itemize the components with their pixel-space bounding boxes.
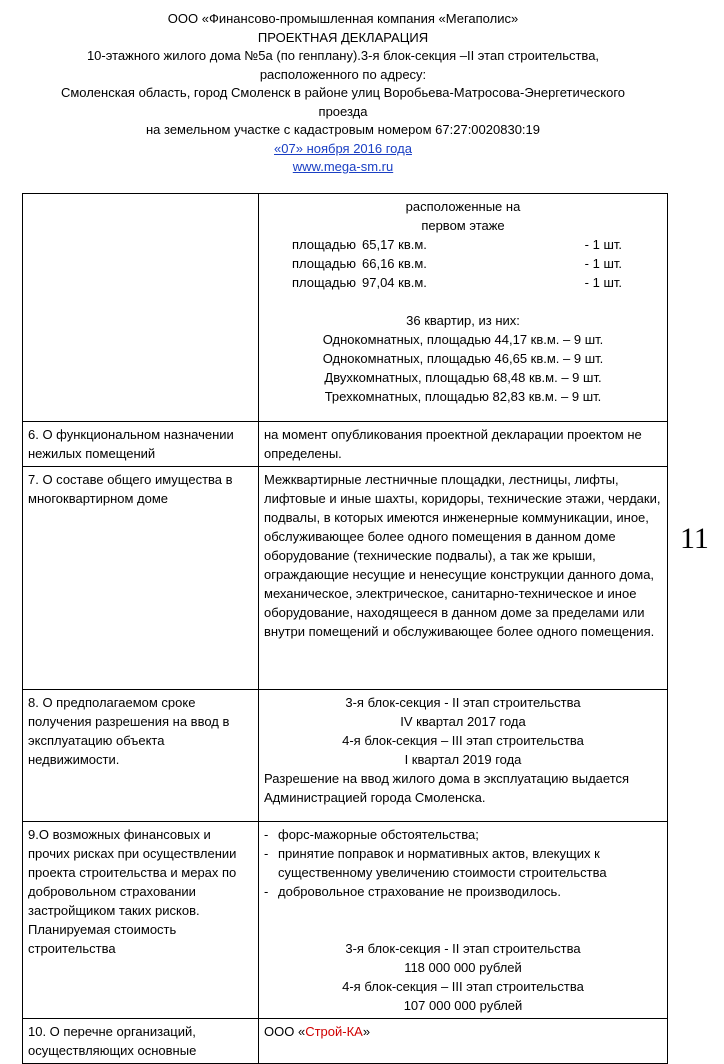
document-title: ПРОЕКТНАЯ ДЕКЛАРАЦИЯ [257, 29, 429, 45]
row10-value [259, 1019, 668, 1064]
row7-label: 7. О составе общего имущества в многоквартирном доме [23, 467, 259, 690]
label-cell-empty [23, 194, 259, 422]
premises-area: 66,16 кв.м. [362, 256, 427, 271]
premises-area: 65,17 кв.м. [362, 237, 427, 252]
premises-count: - 1 шт. [584, 256, 622, 271]
risk-item: - добровольное страхование не производилось. [264, 884, 561, 899]
stage3-date: I квартал 2019 года [404, 752, 522, 767]
row6-value: на момент опубликования проектной декларации проектом не определены. [259, 422, 668, 467]
value-cell-premises [259, 194, 668, 422]
date-link[interactable]: «07» ноября 2016 года [274, 140, 412, 156]
stage3-title: 4-я блок-секция – III этап строительства [342, 733, 584, 748]
declaration-table [22, 193, 668, 1064]
apartment-item: Трехкомнатных, площадью 82,83 кв.м. – 9 шт. [324, 389, 602, 404]
risk-text: форс-мажорные обстоятельства; [278, 827, 479, 842]
address-line-2: проезда [318, 103, 368, 119]
table-row-8 [23, 690, 668, 822]
apartment-item: Двухкомнатных, площадью 68,48 кв.м. – 9 шт. [324, 370, 602, 385]
row6-label: 6. О функциональном назначении нежилых помещений [23, 422, 259, 467]
cost-stage3-value: 107 000 000 рублей [403, 998, 523, 1013]
risk-text: добровольное страхование не производилось. [278, 884, 561, 899]
cost-stage2-value: 118 000 000 рублей [404, 960, 522, 975]
stage2-title: 3-я блок-секция - II этап строительства [345, 695, 581, 710]
table-row-6 [23, 422, 668, 467]
row7-value: Межквартирные лестничные площадки, лестницы, лифты, лифтовые и иные шахты, коридоры, технические этажи, чердаки, подвалы, в которых имеются инженерные коммуникации, иное, обслуживающее более одного помещения в данном доме оборудование (технические подвалы), а так же крыши, ограждающие несущие и ненесущие конструкции данного дома, механическое, электрическое, санитарно-техническое и иное оборудование, находящееся в данном доме за пределами или внутри помещений и обслуживающее более одного помещения. [259, 467, 668, 690]
document-header [0, 10, 686, 177]
cost-stage2-title: 3-я блок-секция - II этап строительства [345, 941, 581, 956]
premises-count: - 1 шт. [584, 275, 622, 290]
premises-item [264, 254, 662, 273]
apartment-item: Однокомнатных, площадью 46,65 кв.м. – 9 шт. [322, 351, 604, 366]
premises-label: площадью [291, 256, 356, 271]
project-line: 10-этажного жилого дома №5а (по генплану).3-я блок-секция –II этап строительства, [86, 48, 600, 63]
cost-stage3-title: 4-я блок-секция – III этап строительства [342, 979, 584, 994]
premises-intro-2: первом этаже [421, 218, 505, 233]
premises-item [264, 235, 662, 254]
company-name: ООО «Финансово-промышленная компания «Мегаполис» [167, 11, 519, 26]
org-name: Строй-КА [305, 1024, 363, 1039]
org-suffix: » [362, 1024, 371, 1039]
row8-label: 8. О предполагаемом сроке получения разрешения на ввод в эксплуатацию объекта недвижимости. [23, 690, 259, 822]
apartment-item: Однокомнатных, площадью 44,17 кв.м. – 9 шт. [322, 332, 604, 347]
website-link[interactable]: www.mega-sm.ru [292, 159, 394, 174]
apartments-total: 36 квартир, из них: [406, 313, 520, 328]
row10-label: 10. О перечне организаций, осуществляющих основные [23, 1019, 259, 1064]
row9-label-cell [23, 822, 259, 1019]
permit-note: Разрешение на ввод жилого дома в эксплуатацию выдается Администрацией города Смоленска. [264, 771, 630, 805]
risk-item: - принятие поправок и нормативных актов, влекущих к существенному увеличению стоимости строительства [264, 844, 662, 882]
premises-item [264, 273, 662, 292]
address-intro: расположенного по адресу: [259, 66, 427, 82]
premises-intro-1: расположенные на [405, 199, 521, 214]
address-line: Смоленская область, город Смоленск в районе улиц Воробьева-Матросова-Энергетического [60, 85, 626, 100]
table-row-continuation [23, 194, 668, 422]
org-prefix: ООО « [264, 1024, 306, 1039]
premises-area: 97,04 кв.м. [362, 275, 427, 290]
stage2-date: IV квартал 2017 года [400, 714, 526, 729]
premises-label: площадью [291, 275, 356, 290]
row9-label-cost: Планируемая стоимость строительства [28, 922, 177, 956]
table-row-7 [23, 467, 668, 690]
row9-label: 9.О возможных финансовых и прочих рисках при осуществлении проекта строительства и мерах по добровольном страховании застройщиком таких рисков. [28, 827, 237, 918]
risk-text: принятие поправок и нормативных актов, влекущих к существенному увеличению стоимости строительства [278, 846, 607, 880]
table-row-9 [23, 822, 668, 1019]
table-row-10 [23, 1019, 668, 1064]
risk-item: - форс-мажорные обстоятельства; [264, 827, 479, 842]
page-number: 11 [680, 522, 709, 555]
premises-label: площадью [291, 237, 356, 252]
premises-count: - 1 шт. [584, 237, 622, 252]
cadastral-line: на земельном участке с кадастровым номером 67:27:0020830:19 [145, 122, 540, 137]
row9-value [259, 822, 668, 1019]
row8-value [259, 690, 668, 822]
